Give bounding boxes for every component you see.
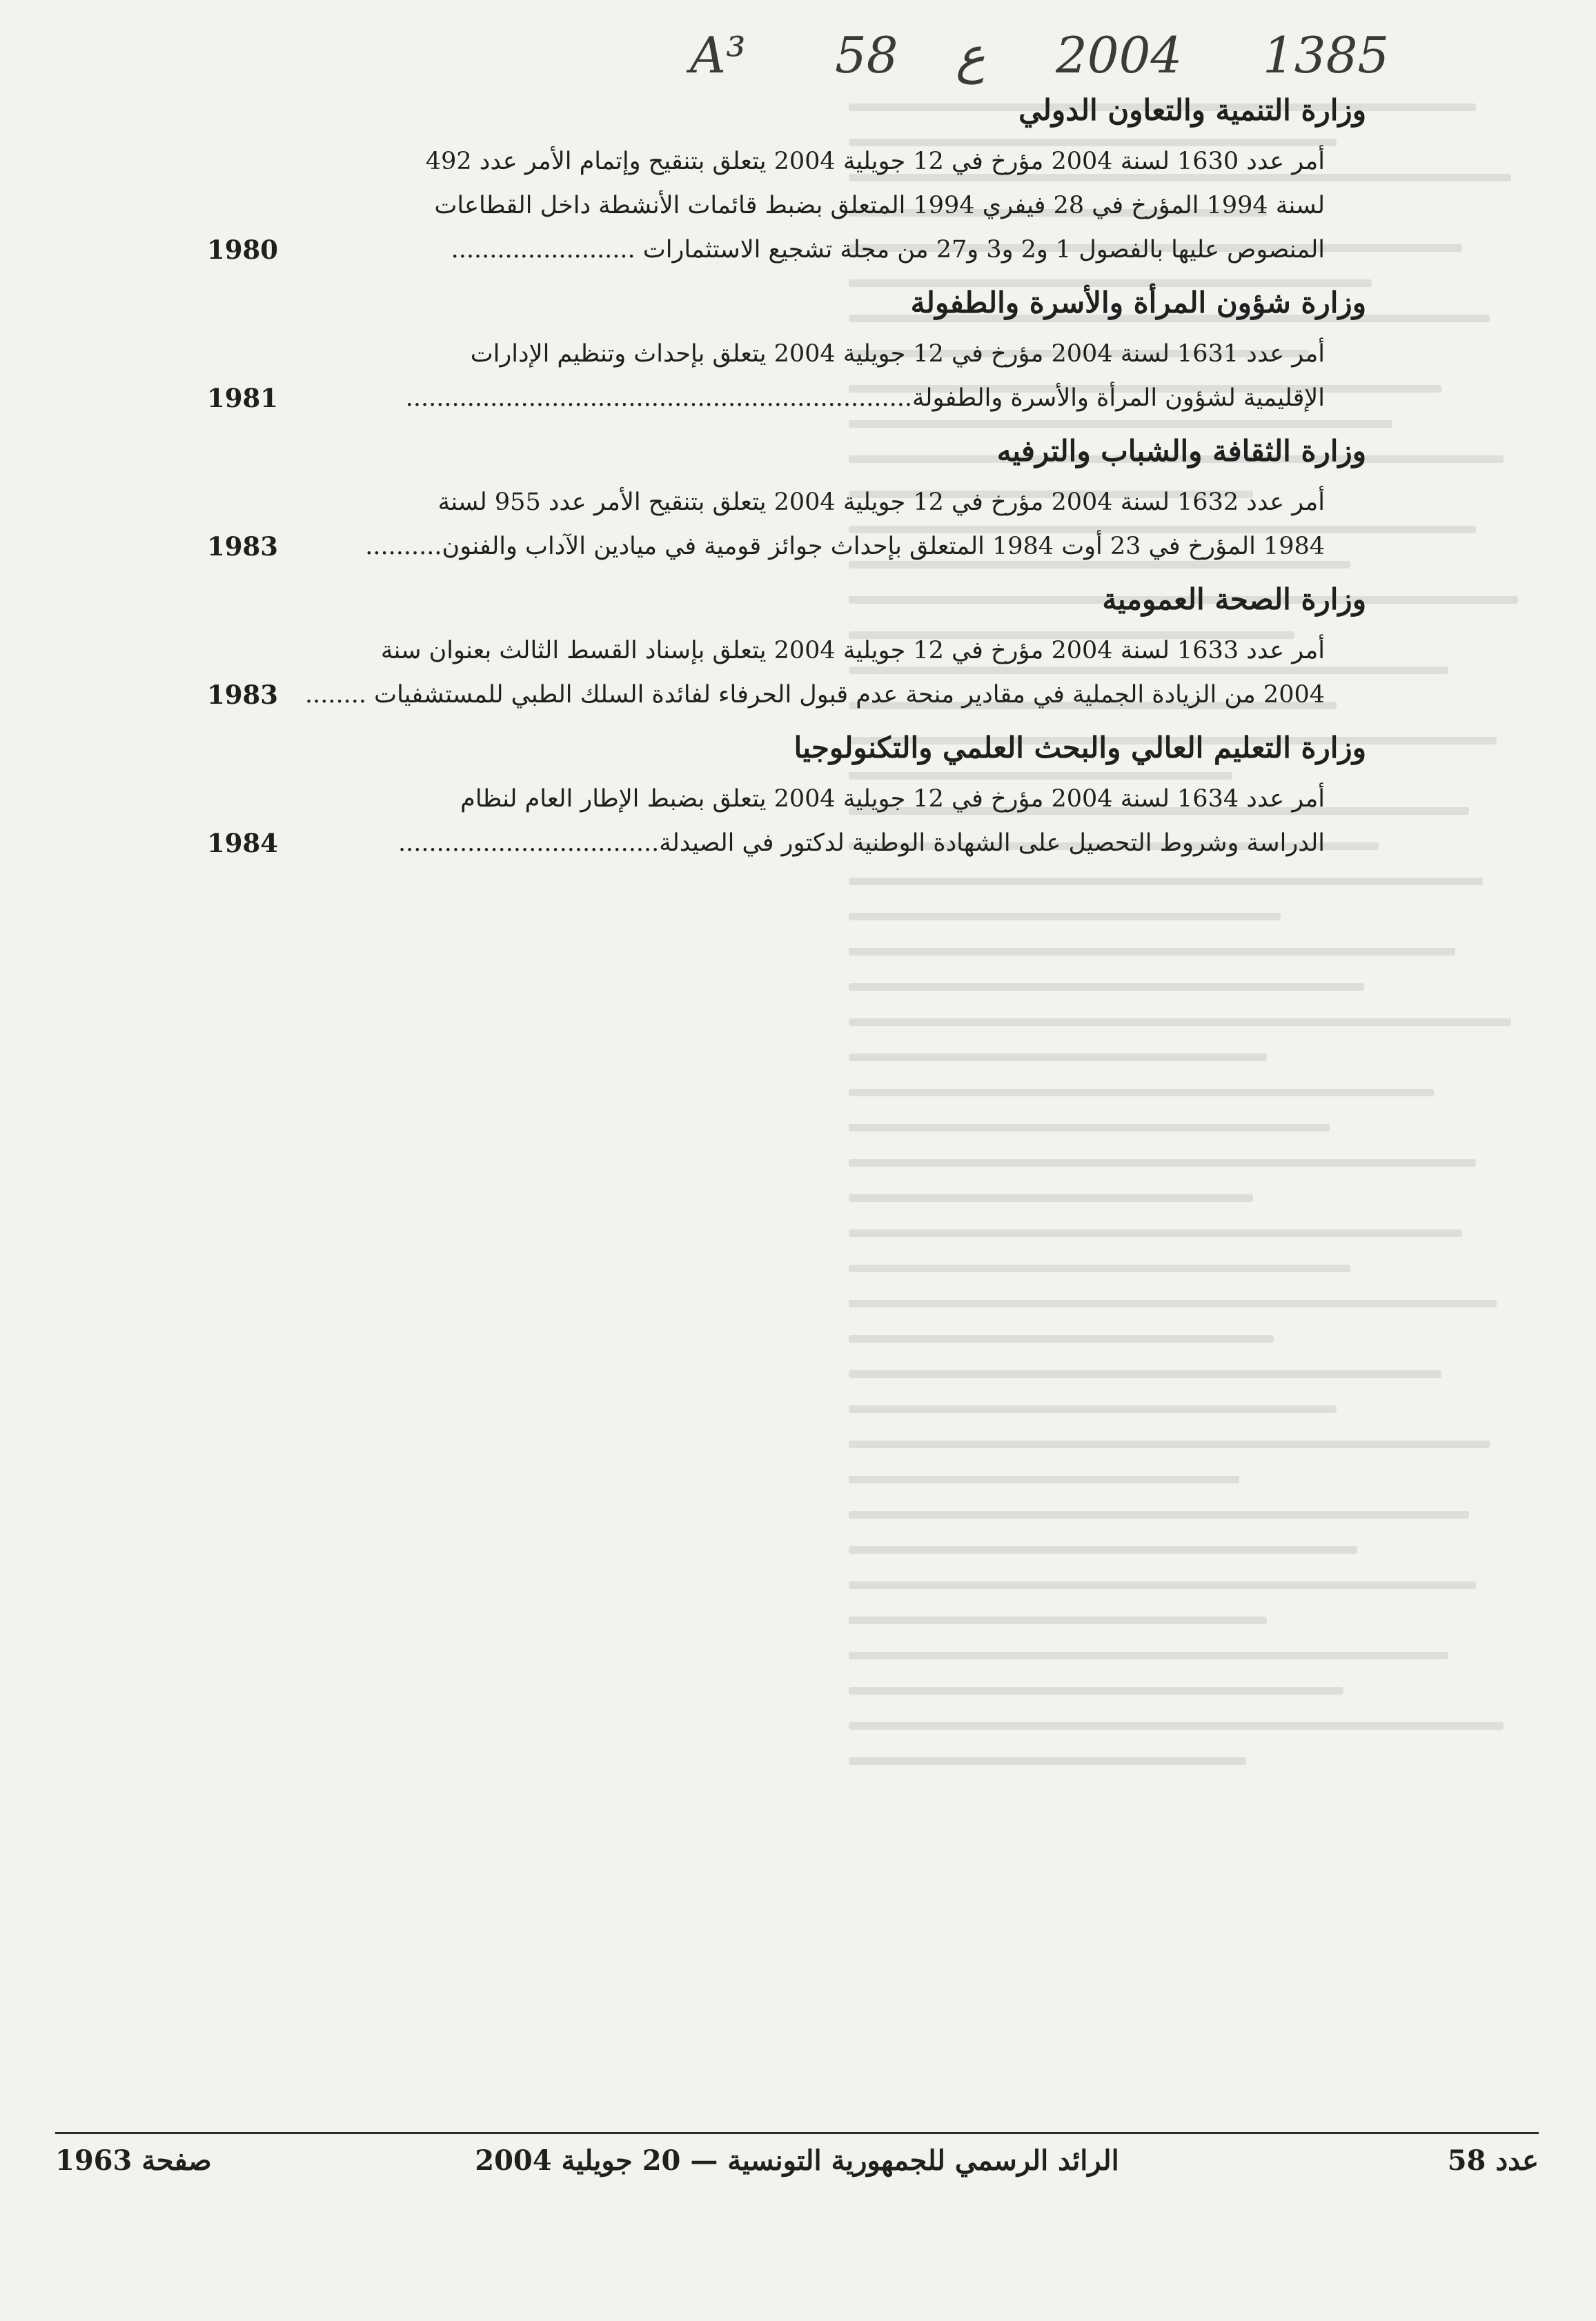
handwritten-issue: 58: [835, 26, 898, 84]
footer-divider: [55, 2132, 1539, 2134]
decree-line: أمر عدد 1634 لسنة 2004 مؤرخ في 12 جويلية 2004 يتعلق بضبط الإطار العام لنظام: [460, 785, 1325, 813]
footer-page-number: صفحة 1963: [55, 2144, 212, 2177]
decree-line: لسنة 1994 المؤرخ في 28 فيفري 1994 المتعلق بضبط قائمات الأنشطة داخل القطاعات: [434, 192, 1325, 219]
ministry-section: [207, 93, 1366, 272]
handwritten-code: A³: [690, 26, 746, 84]
ministry-section: [207, 582, 1366, 717]
decree-entry: [207, 777, 1366, 865]
decree-entry: [207, 139, 1366, 272]
decree-line: أمر عدد 1630 لسنة 2004 مؤرخ في 12 جويلية 2004 يتعلق بتنقيح وإتمام الأمر عدد 492: [425, 148, 1325, 175]
decree-line: أمر عدد 1631 لسنة 2004 مؤرخ في 12 جويلية 2004 يتعلق بإحداث وتنظيم الإدارات: [470, 340, 1325, 368]
page-footer: [55, 2139, 1539, 2194]
ministry-section: [207, 434, 1366, 569]
ministry-heading: وزارة الثقافة والشباب والترفيه: [996, 434, 1366, 468]
handwritten-letter: ع: [956, 26, 985, 84]
ministry-heading: وزارة التعليم العالي والبحث العلمي والتكنولوجيا: [794, 731, 1366, 764]
page-number: 1984: [207, 828, 278, 858]
decree-entry: [207, 480, 1366, 569]
handwritten-year: 2004: [1056, 26, 1183, 84]
ministry-section: [207, 286, 1366, 420]
decree-line: الإقليمية لشؤون المرأة والأسرة والطفولة..................................................................: [405, 384, 1325, 412]
decree-line: أمر عدد 1632 لسنة 2004 مؤرخ في 12 جويلية 2004 يتعلق بتنقيح الأمر عدد 955 لسنة: [437, 488, 1325, 516]
table-of-contents: [207, 93, 1366, 879]
decree-line: أمر عدد 1633 لسنة 2004 مؤرخ في 12 جويلية 2004 يتعلق بإسناد القسط الثالث بعنوان سنة: [380, 637, 1325, 664]
decree-entry: [207, 332, 1366, 420]
decree-line: المنصوص عليها بالفصول 1 و2 و3 و27 من مجلة تشجيع الاستثمارات ........................: [451, 236, 1325, 264]
page-number: 1983: [207, 680, 278, 710]
decree-entry: [207, 629, 1366, 717]
decree-line: 2004 من الزيادة الجملية في مقادير منحة عدم قبول الحرفاء لفائدة السلك الطبي للمستشفيات ........: [305, 681, 1325, 709]
handwritten-page: 1385: [1263, 26, 1390, 84]
footer-issue-number: عدد 58: [1447, 2144, 1539, 2177]
ministry-section: [207, 731, 1366, 865]
handwritten-note: [0, 12, 1596, 95]
ministry-heading: وزارة الصحة العمومية: [1102, 582, 1366, 616]
ministry-heading: وزارة شؤون المرأة والأسرة والطفولة: [910, 286, 1366, 319]
page-number: 1983: [207, 531, 278, 562]
decree-line: الدراسة وشروط التحصيل على الشهادة الوطنية لدكتور في الصيدلة..................................: [398, 829, 1325, 857]
ministry-heading: وزارة التنمية والتعاون الدولي: [1018, 93, 1366, 127]
footer-publication-title: الرائد الرسمي للجمهورية التونسية — 20 جويلية 2004: [475, 2144, 1119, 2177]
decree-line: 1984 المؤرخ في 23 أوت 1984 المتعلق بإحداث جوائز قومية في ميادين الآداب والفنون..........: [365, 533, 1325, 560]
page-number: 1980: [207, 235, 278, 265]
page-number: 1981: [207, 383, 278, 413]
